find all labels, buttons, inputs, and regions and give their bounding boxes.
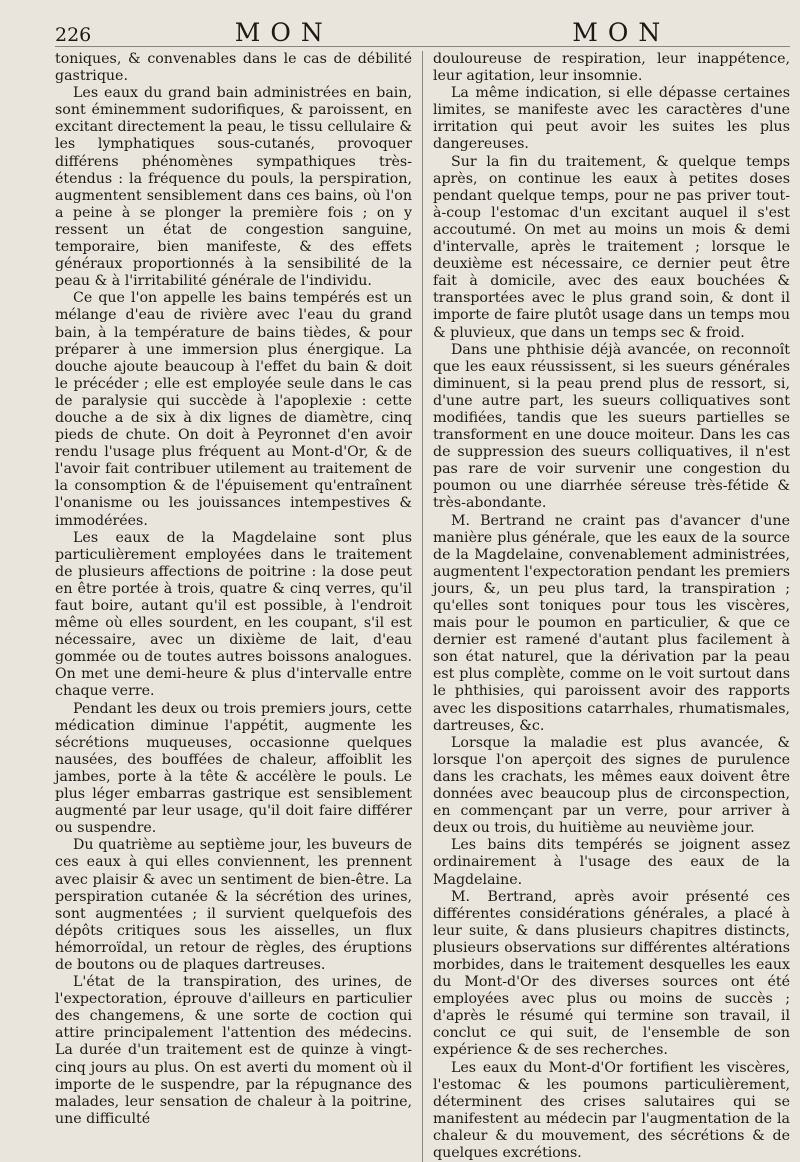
paragraph: Dans une phthisie déjà avancée, on reconnoît que les eaux réussissent, si les sueurs générales diminuent, si la peau prend plus de ressort, si, d'une autre part, les sueurs colliquatives sont modifiées, tandis que les sueurs partielles se transforment en une douce moiteur. Dans les cas de suppression des sueurs colliquatives, il n'est pas rare de voir survenir une congestion du poumon ou une diarrhée séreuse très-fétide & très-abondante. — [432, 341, 790, 512]
left-column — [55, 51, 412, 1162]
paragraph: douloureuse de respiration, leur inappétence, leur agitation, leur insomnie. — [432, 51, 790, 85]
paragraph: La même indication, si elle dépasse certaines limites, se manifeste avec les caractères d'une irritation qui peut avoir les suites les plus dangereuses. — [432, 85, 790, 153]
paragraph: Les eaux du grand bain administrées en bain, sont éminemment sudorifiques, & paroissent, en excitant directement la peau, le tissu cellulaire & les lymphatiques sous-cutanés, provoquer différens phénomènes sympathiques très-étendus : la fréquence du pouls, la perspiration, augmentent sensiblement dans ces bains, où l'on a peine à se plonger la première fois ; on y ressent un état de congestion sanguine, temporaire, bien manifeste, & des effets généraux proportionnés à la sensibilité de la peau & à l'irritabilité générale de l'individu. — [55, 85, 412, 290]
paragraph: toniques, & convenables dans le cas de débilité gastrique. — [55, 51, 412, 85]
paragraph: L'état de la transpiration, des urines, de l'expectoration, éprouve d'ailleurs en particulier des changemens, & une sorte de coction qui attire principalement l'attention des médecins. La durée d'un traitement est de quinze à vingt-cinq jours au plus. On est averti du moment où il importe de le suspendre, par la répugnance des malades, leur sensation de chaleur à la poitrine, une difficulté — [55, 974, 412, 1127]
paragraph: Ce que l'on appelle les bains tempérés est un mélange d'eau de rivière avec l'eau du grand bain, à la température de bains tièdes, & pour préparer à une immersion plus énergique. La douche ajoute beaucoup à l'effet du bain & doit le précéder ; elle est employée seule dans le cas de paralysie qui succède à l'apoplexie : cette douche a de six à dix lignes de diamètre, cinq pieds de chute. On doit à Peyronnet d'en avoir rendu l'usage plus fréquent au Mont-d'Or, & de l'avoir fait contribuer utilement au traitement de la consomption & de l'épuisement qu'entraînent l'onanisme ou les jouissances intempestives & immodérées. — [55, 290, 412, 529]
paragraph: Les eaux de la Magdelaine sont plus particulièrement employées dans le traitement de plusieurs affections de poitrine : la dose peut en être portée à trois, quatre & cinq verres, qu'il faut boire, autant qu'il est possible, à l'endroit même où elles sourdent, en les coupant, s'il est nécessaire, avec un dixième de lait, d'eau gommée ou de toutes autres boissons analogues. On met une demi-heure & plus d'intervalle entre chaque verre. — [55, 529, 412, 700]
paragraph: Pendant les deux ou trois premiers jours, cette médication diminue l'appétit, augmente les sécrétions muqueuses, occasionne quelques nausées, des bouffées de chaleur, affoiblit les jambes, porte à la tête & accélère le pouls. Le plus léger embarras gastrique est sensiblement augmenté par leur usage, qu'il doit faire différer ou suspendre. — [55, 700, 412, 837]
running-header — [55, 18, 790, 47]
header-word-right: MON — [572, 18, 671, 47]
paragraph: M. Bertrand ne craint pas d'avancer d'une manière plus générale, que les eaux de la source de la Magdelaine, convenablement administrées, augmentent l'expectoration pendant les premiers jours, &, un peu plus tard, la transpiration ; qu'elles sont toniques pour tous les viscères, mais pour le poumon en particulier, & que ce dernier est ramené d'autant plus facilement à son état naturel, que la dérivation par la peau est plus complète, comme on le voit surtout dans le phthisies, qui paroissent avoir des rapports avec les dispositions catarrhales, rhumatismales, dartreuses, &c. — [432, 512, 790, 734]
text-columns — [55, 51, 790, 1162]
paragraph: M. Bertrand, après avoir présenté ces différentes considérations générales, a placé à leur suite, & dans plusieurs chapitres distincts, plusieurs observations sur différentes altérations morbides, dans le traitement desquelles les eaux du Mont-d'Or des diverses sources ont été employées avec plus ou moins de succès ; d'après le résumé qui termine son travail, il conclut ce qui suit, de l'ensemble de son expérience & de ses recherches. — [432, 888, 790, 1059]
paragraph: Du quatrième au septième jour, les buveurs de ces eaux à qui elles conviennent, les prennent avec plaisir & avec un sentiment de bien-être. La perspiration cutanée & la sécrétion des urines, sont augmentées ; il survient quelquefois des dépôts critiques sous les aisselles, un flux hémorroïdal, un retour de règles, des éruptions de boutons ou de plaques dartreuses. — [55, 837, 412, 973]
right-column — [433, 51, 790, 1162]
paragraph: Sur la fin du traitement, & quelque temps après, on continue les eaux à petites doses pendant quelque temps, pour ne pas priver tout-à-coup l'estomac d'un excitant auquel il s'est accoutumé. On met au moins un mois & demi d'intervalle, après le traitement ; lorsque le deuxième est nécessaire, ce dernier peut être fait à domicile, avec des eaux bouchées & transportées avec le plus grand soin, & dont il importe de faire plutôt usage dans un temps mou & pluvieux, que dans un temps sec & froid. — [432, 153, 790, 341]
paragraph: Lorsque la maladie est plus avancée, & lorsque l'on aperçoit des signes de purulence dans les crachats, les mêmes eaux doivent être données avec beaucoup plus de circonspection, en commençant par un verre, pour arriver à deux ou trois, du huitième au neuvième jour. — [432, 734, 790, 837]
paragraph: Les bains dits tempérés se joignent assez ordinairement à l'usage des eaux de la Magdelaine. — [432, 837, 790, 888]
column-divider — [422, 51, 423, 1162]
page-number: 226 — [55, 24, 92, 46]
header-word-left: MON — [234, 18, 333, 47]
paragraph: Les eaux du Mont-d'Or fortifient les viscères, l'estomac & les poumons particulièrement, déterminent des crises salutaires qui se manifestent au médecin par l'augmentation de la chaleur & du mouvement, des sécrétions & de quelques excrétions. — [432, 1059, 790, 1161]
